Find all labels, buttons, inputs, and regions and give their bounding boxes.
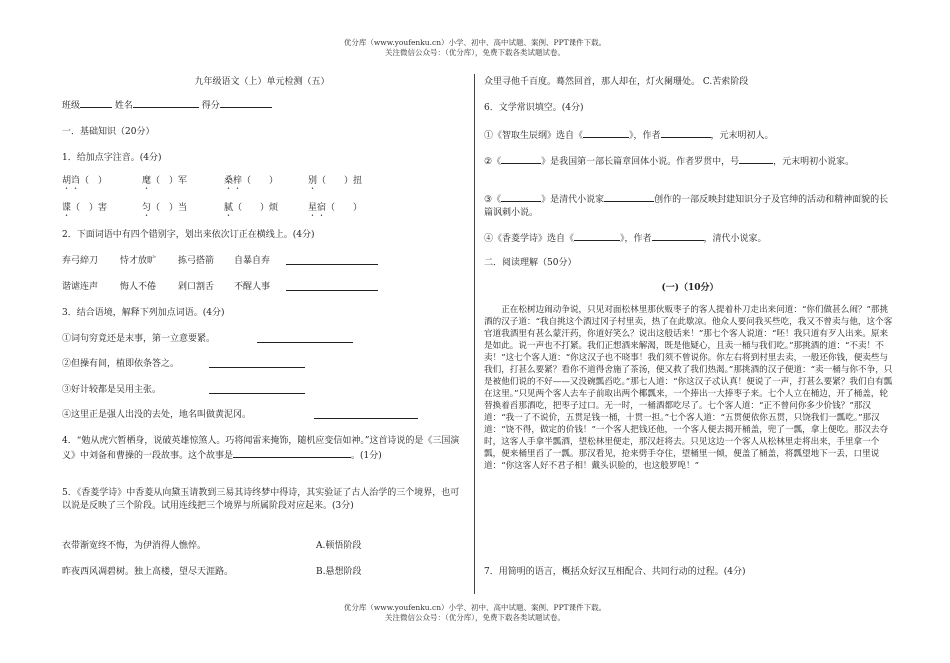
q5-line: 昨夜西风凋碧树。独上高楼，望尽天涯路。 (62, 567, 234, 577)
q1-item: 匀（ ）当 (142, 203, 188, 213)
q2-answer-line[interactable] (286, 281, 378, 296)
q2-word: 恃才放旷 (120, 256, 157, 266)
q5-line: 衣带渐宽终不悔，为伊消得人憔悴。 (62, 541, 207, 551)
question-3: 3．结合语境，解释下列加点词语。(4分) (62, 308, 225, 318)
class-label: 班级 (62, 101, 81, 111)
q2-word: 谐谑连声 (62, 282, 99, 292)
question-5: 5．《香菱学诗》中香菱从向黛玉请教到三易其诗终梦中得诗，其实验证了古人治学的三个境界，也可以说是反映了三个阶段。试用连线把三个境界与所属阶段对应起来。(3分) (62, 488, 460, 511)
q5-option-a: A.顿悟阶段 (316, 541, 362, 551)
score-field[interactable] (220, 98, 272, 108)
q3-answer-line[interactable] (209, 358, 305, 373)
footer-line-2: 关注微信公众号：（优分库），免费下载各类试题试卷。 (385, 613, 565, 622)
q1-item: 桑梓（ ） (224, 176, 279, 186)
q6-item-1: ①《智取生辰纲》选自《 》，作者 ，元末明初人。 (484, 128, 774, 143)
question-1: 1．给加点字注音。(4分) (62, 153, 162, 163)
q3-answer-line[interactable] (314, 409, 418, 424)
question-2: 2．下面词语中有四个错别字，划出来依次订正在横线上。(4分) (62, 230, 315, 240)
q4-answer-line[interactable] (233, 448, 351, 458)
q2-word: 自暴自弃 (234, 256, 271, 266)
footer-line-1: 优分库（www.youfenku.cn）小学、初中、高中试题、案例、PPT课件下载。 (343, 603, 607, 612)
reading-passage: 正在松树边闹动争说，只见对面松林里那伙贩枣子的客人提着朴刀走出来问道：“你们做甚么闹？”那挑酒的汉子道：“我自挑这个酒过冈子村里卖，热了在此歇凉。他众人要问我买些吃，我又不曾卖与他，这个客官道我酒里有甚么蒙汗药，你道好笑么？说出这般话来！”那七个客人说道：“呸！我只道有歹人出来。原来是如此。说一声也不打紧。我们正想酒来解渴，既是他疑心，且卖一桶与我们吃。”那挑酒的道：“不卖！不卖！”这七个客人道：“你这汉子也不晓事！我们须不曾说你。你左右将到村里去卖，一般还你钱，便卖些与我们，打甚么要紧？看你不道得舍施了茶汤，便又救了我们热渴。”那挑酒的汉子便道：“卖一桶与你不争，只是被他们说的不好——又没碗瓢舀吃。”那七人道：“你这汉子忒认真！便说了一声，打甚么要紧？我们自有瓢在这里。”只见两个客人去车子前取出两个椰瓢来，一个捧出一大捧枣子来。七个人立在桶边，开了桶盖，轮替换着舀那酒吃，把枣子过口。无一时，一桶酒都吃尽了。七个客人道：“正不曾问你多少价钱？”那汉道：“我一了不说价，五贯足钱一桶，十贯一担。”七个客人道：“五贯便依你五贯，只饶我们一瓢吃。”那汉道：“饶不得，做定的价钱！”一个客人把钱还他，一个客人便去揭开桶盖，兜了一瓢，拿上便吃。那汉去夺时，这客人手拿半瓢酒，望松林里便走，那汉赶将去。只见这边一个客人从松林里走将出来，手里拿一个瓢，便来桶里舀了一瓢。那汉看见，抢来劈手夺住，望桶里一倾，便盖了桶盖，将瓢望地下一丢，口里说道：“你这客人好不君子相！戴头识脸的，也这般罗唣！” (484, 305, 893, 471)
exam-title: 九年级语文（上）单元检测（五） (194, 77, 330, 87)
q2-word: 拣弓搭箭 (178, 256, 215, 266)
header-line-2: 关注微信公众号：（优分库），免费下载各类试题试卷。 (385, 48, 565, 57)
q2-word: 悔人不倦 (120, 282, 157, 292)
q5-continued: 众里寻他千百度。蓦然回首，那人却在，灯火阑珊处。 C.苦索阶段 (484, 77, 749, 87)
q5-option-b: B.悬想阶段 (316, 567, 362, 577)
reading-1-heading: (一)（10分） (661, 283, 719, 293)
q1-item: 星宿（ ） (308, 203, 363, 213)
q3-item: ③好计较都是吴用主张。 (62, 385, 162, 395)
q3-answer-line[interactable] (209, 384, 305, 399)
q1-item: 谍（ ）害 (62, 203, 108, 213)
name-label: 姓名 (114, 101, 133, 111)
q3-item: ①词句穷竟还是末事，第一立意要紧。 (62, 334, 216, 344)
q1-item: 腻（ ）烦 (224, 203, 279, 213)
section-1-heading: 一．基础知识（20分） (62, 127, 155, 137)
question-6: 6．文学常识填空。(4分) (484, 103, 584, 113)
q3-answer-line[interactable] (257, 333, 353, 348)
name-field[interactable] (133, 98, 199, 108)
q6-item-4: ④《香菱学诗》选自《 》，作者 ，清代小说家。 (484, 231, 767, 246)
column-divider (474, 74, 475, 594)
question-7: 7．用简明的语言，概括众好汉互相配合、共同行动的过程。(4分) (484, 567, 746, 577)
q1-item: 胡诌（ ） (62, 176, 108, 186)
q1-item: 麾（ ）军 (142, 176, 188, 186)
q2-answer-line[interactable] (286, 255, 378, 270)
student-info (62, 98, 272, 113)
q6-item-2: ②《 》是我国第一部长篇章回体小说。作者罗贯中，号 ，元末明初小说家。 (484, 154, 896, 169)
q1-item: 别（ ）扭 (308, 176, 363, 186)
class-field[interactable] (80, 98, 112, 108)
q3-item: ④这里正是强人出没的去处，地名叫做黄泥冈。 (62, 410, 252, 420)
q2-word: 不醒人事 (234, 282, 271, 292)
page-header (0, 38, 950, 58)
header-line-1: 优分库（www.youfenku.cn）小学、初中、高中试题、案例、PPT课件下载。 (343, 38, 607, 47)
q2-word: 剁口割舌 (178, 282, 215, 292)
section-2-heading: 二．阅读理解（50分） (484, 258, 577, 268)
question-4: 4．“勉从虎穴暂栖身，说破英雄惊煞人。巧将闻雷来掩饰，随机应变信如神。”这首诗说的是《三国演义》中刘备和曹操的一段故事。这个故事是 。(1分) (62, 436, 460, 461)
score-label: 得分 (201, 101, 220, 111)
q3-item: ②但操有间，植即依条答之。 (62, 359, 180, 369)
q2-word: 弃弓綷刀 (62, 256, 99, 266)
q6-item-3: ③《 》是清代小说家 创作的一部反映封建知识分子及官绅的活动和精神面貌的长篇讽刺小说。 (484, 192, 896, 220)
page-footer (0, 603, 950, 623)
